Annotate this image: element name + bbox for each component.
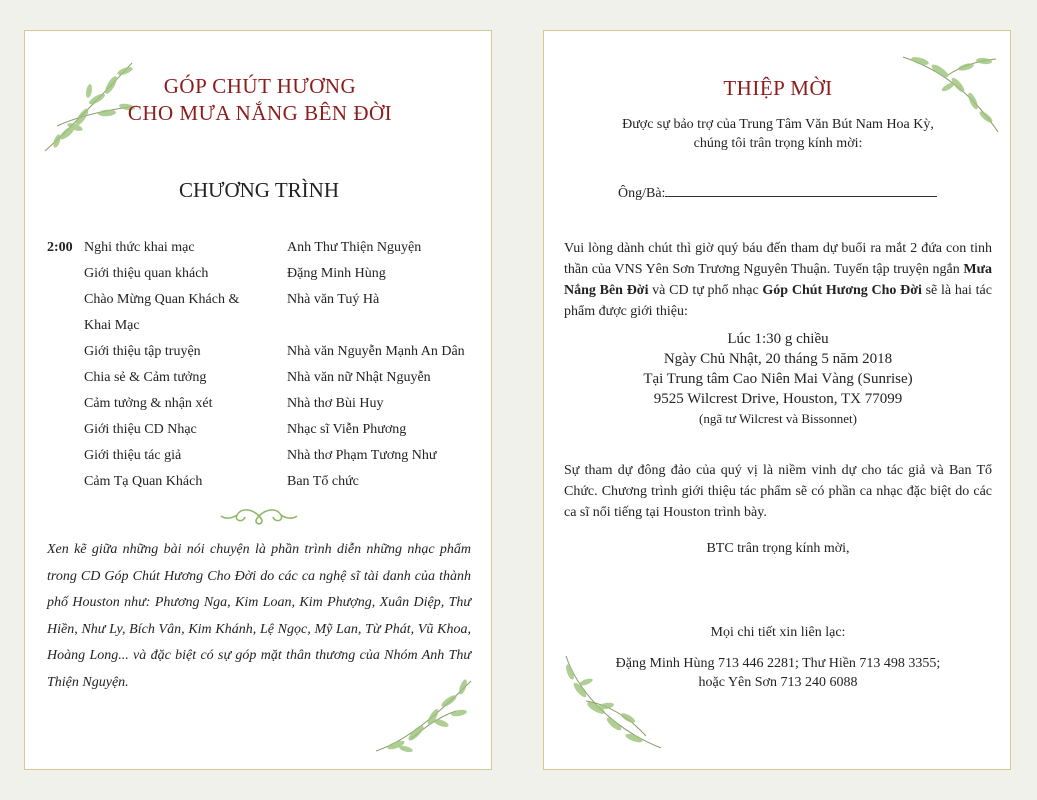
sponsor-line-2: chúng tôi trân trọng kính mời: <box>693 136 863 151</box>
program-task: Nghi thức khai mạc <box>84 240 195 255</box>
guest-label: Ông/Bà: <box>618 186 666 201</box>
event-note: (ngã tư Wilcrest và Bissonnet) <box>699 411 857 426</box>
contact-line-2: hoặc Yên Sơn 713 240 6088 <box>698 675 858 690</box>
event-address: 9525 Wilcrest Drive, Houston, TX 77099 <box>653 391 903 407</box>
event-details <box>544 329 1012 429</box>
program-person: Nhà văn Nguyễn Mạnh An Dân <box>287 344 465 359</box>
invite-text: Vui lòng dành chút thì giờ quý báu đến tham dự buổi ra mắt 2 đứa con tinh thần của VNS Yên Sơn Trương Nguyên Thuận. Tuyển tập truyện ngắn <box>564 241 992 277</box>
signoff: BTC trân trọng kính mời, <box>706 541 850 556</box>
program-person: Nhà thơ Phạm Tương Như <box>287 448 437 463</box>
program-person: Nhà thơ Bùi Huy <box>287 396 384 411</box>
contact-line-1: Đặng Minh Hùng 713 446 2281; Thư Hiền 713 498 3355; <box>615 656 941 671</box>
invitation-card <box>543 30 1011 770</box>
guest-name-line <box>618 186 937 202</box>
invite-paragraph <box>564 238 992 322</box>
invitation-title: THIỆP MỜI <box>723 76 833 100</box>
program-task: Chào Mừng Quan Khách & <box>84 292 240 307</box>
card-title-line-2: CHO MƯA NẮNG BÊN ĐỜI <box>127 101 393 125</box>
invite-text: và CD tự phổ nhạc <box>648 283 763 298</box>
event-date: Ngày Chủ Nhật, 20 tháng 5 năm 2018 <box>663 351 893 367</box>
program-task: Chia sẻ & Cảm tưởng <box>84 370 207 385</box>
event-place: Tại Trung tâm Cao Niên Mai Vàng (Sunrise) <box>643 371 913 387</box>
program-heading: CHƯƠNG TRÌNH <box>179 178 339 202</box>
program-time: 2:00 <box>47 240 73 255</box>
closing-paragraph: Xen kẽ giữa những bài nói chuyện là phần trình diễn những nhạc phẩm trong CD Góp Chút Hương Cho Đời do các ca nghệ sĩ tài danh của thành phố Houston như: Phương Nga, Kim Loan, Kim Phượng, Xuân Diệp, Thư Hiền, Như Ly, Bích Vân, Kim Khánh, Lệ Ngọc, Mỹ Lan, Từ Phát, Vũ Khoa, Hoàng Long... và đặc biệt có sự góp mặt thân thương của Nhóm Anh Thư Thiện Nguyện. <box>47 542 471 690</box>
program-person: Nhạc sĩ Viễn Phương <box>287 422 407 437</box>
leaf-branch-icon <box>556 646 666 756</box>
program-task: Giới thiệu quan khách <box>84 266 209 281</box>
program-person: Ban Tổ chức <box>287 474 359 489</box>
invite-text: sẽ là hai tác phẩm được giới thiệu: <box>564 283 992 319</box>
event-time: Lúc 1:30 g chiều <box>727 331 829 347</box>
book-title: Mưa Nắng Bên Đời <box>564 262 992 298</box>
ornament-divider-icon <box>219 507 299 525</box>
program-task: Cảm Tạ Quan Khách <box>84 474 203 489</box>
contact-heading: Mọi chi tiết xin liên lạc: <box>710 625 846 640</box>
program-person: Anh Thư Thiện Nguyện <box>287 240 422 255</box>
leaf-branch-icon <box>371 671 481 761</box>
program-task: Khai Mạc <box>84 318 140 333</box>
program-person: Nhà văn Tuý Hà <box>287 292 380 307</box>
program-task: Cảm tưởng & nhận xét <box>84 396 213 411</box>
guest-blank <box>665 196 937 197</box>
program-card <box>24 30 492 770</box>
program-task: Giới thiệu tác giả <box>84 448 182 463</box>
program-person: Nhà văn nữ Nhật Nguyễn <box>287 370 431 385</box>
honor-paragraph: Sự tham dự đông đảo của quý vị là niềm vinh dự cho tác giả và Ban Tổ Chức. Chương trình giới thiệu tác phẩm sẽ có phần ca nhạc đặc biệt do các ca sĩ nổi tiếng tại Houston trình bày. <box>564 463 992 520</box>
sponsor-line-1: Được sự bảo trợ của Trung Tâm Văn Bút Nam Hoa Kỳ, <box>622 117 934 132</box>
card-title-line-1: GÓP CHÚT HƯƠNG <box>163 74 357 98</box>
program-task: Giới thiệu CD Nhạc <box>84 422 197 437</box>
program-task: Giới thiệu tập truyện <box>84 344 201 359</box>
cd-title: Góp Chút Hương Cho Đời <box>762 283 922 298</box>
program-person: Đặng Minh Hùng <box>287 266 386 281</box>
